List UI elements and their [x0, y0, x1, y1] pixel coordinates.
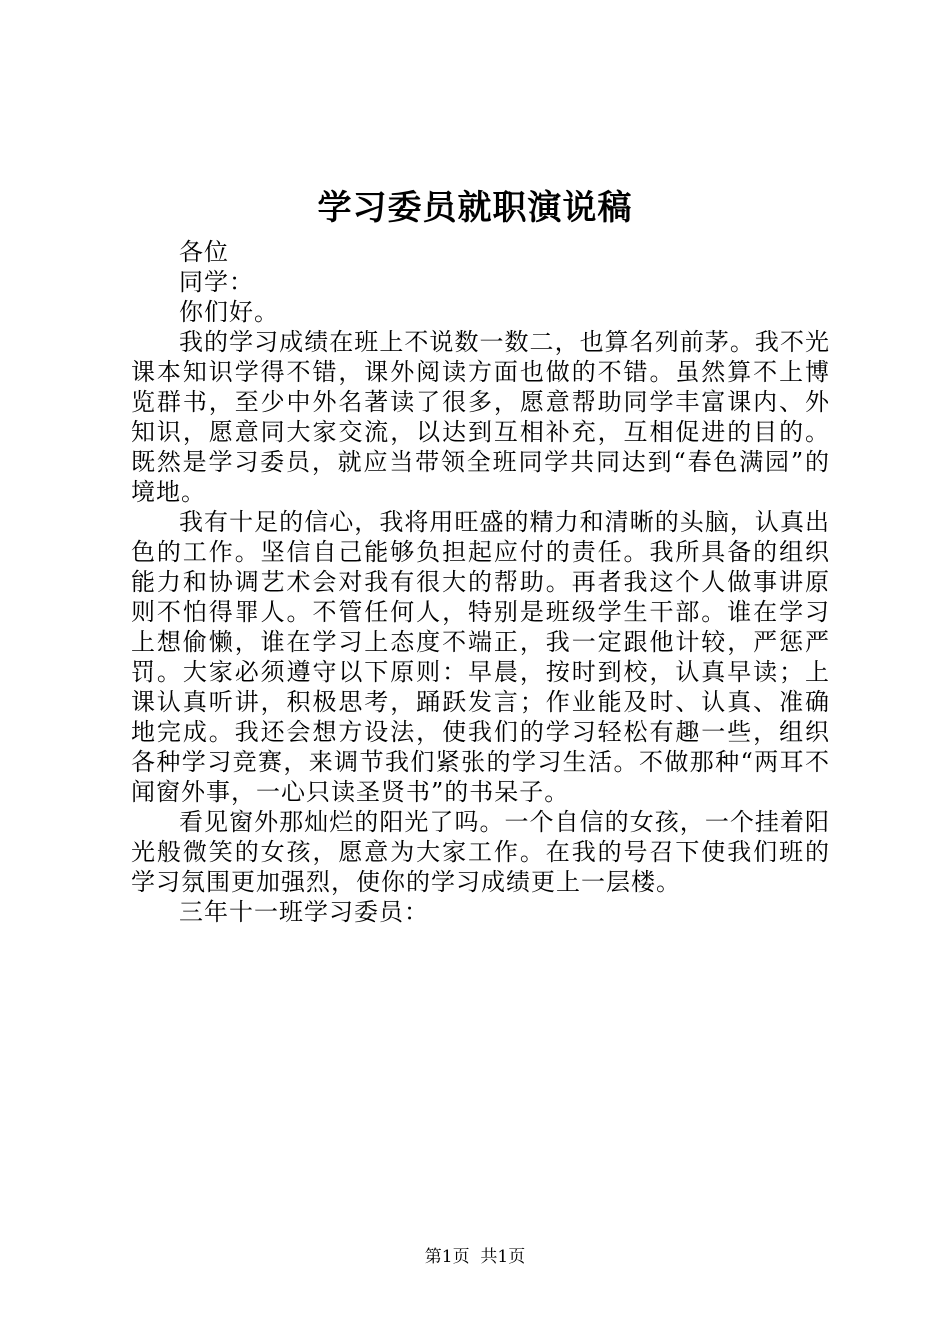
paragraph-3: 看见窗外那灿烂的阳光了吗。一个自信的女孩，一个挂着阳光般微笑的女孩，愿意为大家工作。在我的号召下使我们班的学习氛围更加强烈，使你的学习成绩更上一层楼。	[131, 808, 830, 896]
salutation-line-2: 同学：	[179, 268, 254, 296]
page-footer	[0, 1245, 950, 1269]
salutation-line-1: 各位	[179, 238, 229, 266]
greeting: 你们好。	[179, 298, 279, 326]
paragraph-1: 我的学习成绩在班上不说数一数二，也算名列前茅。我不光课本知识学得不错，课外阅读方面也做的不错。虽然算不上博览群书，至少中外名著读了很多，愿意帮助同学丰富课内、外知识，愿意同大家交流，以达到互相补充，互相促进的目的。既然是学习委员，就应当带领全班同学共同达到“春色满园”的境地。	[131, 328, 830, 506]
page-number: 第1页 共1页	[424, 1247, 526, 1267]
document-body	[131, 237, 830, 927]
document-title: 学习委员就职演说稿	[317, 188, 633, 228]
paragraph-2: 我有十足的信心，我将用旺盛的精力和清晰的头脑，认真出色的工作。坚信自己能够负担起应付的责任。我所具备的组织能力和协调艺术会对我有很大的帮助。再者我这个人做事讲原则不怕得罪人。不管任何人，特别是班级学生干部。谁在学习上想偷懒，谁在学习上态度不端正，我一定跟他计较，严惩严罚。大家必须遵守以下原则：早晨，按时到校，认真早读；上课认真听讲，积极思考，踊跃发言；作业能及时、认真、准确地完成。我还会想方设法，使我们的学习轻松有趣一些，组织各种学习竞赛，来调节我们紧张的学习生活。不做那种“两耳不闻窗外事，一心只读圣贤书”的书呆子。	[131, 508, 830, 806]
signature-line: 三年十一班学习委员：	[179, 898, 429, 926]
